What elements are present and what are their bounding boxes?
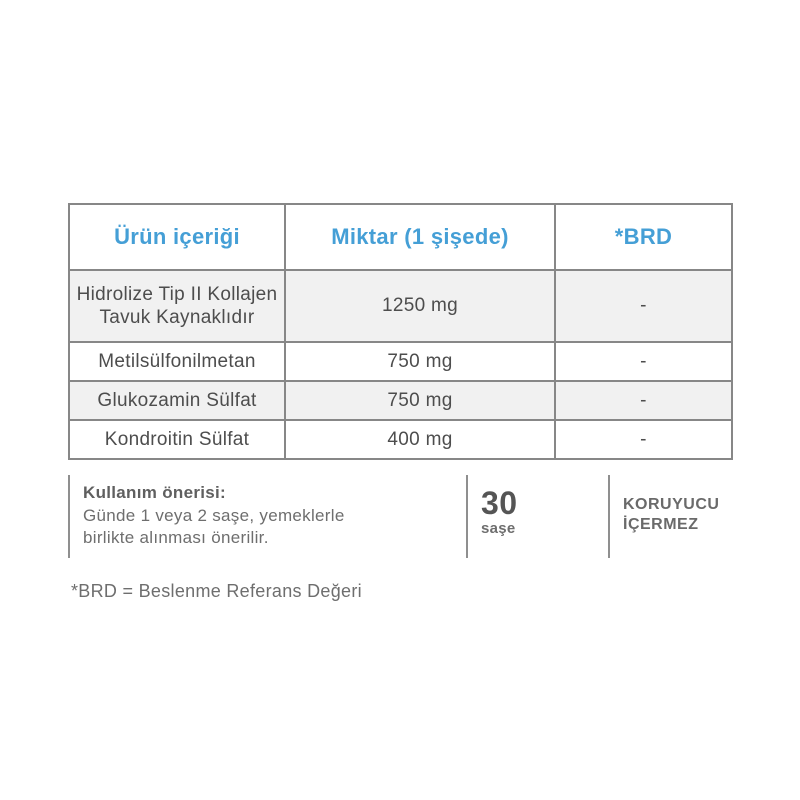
- info-strip: [68, 475, 731, 558]
- claim-line-1: KORUYUCU: [623, 496, 720, 513]
- ingredient-amount: 750 mg: [285, 342, 555, 381]
- pack-size-block: [468, 475, 608, 558]
- ingredient-name: Metilsülfonilmetan: [69, 342, 285, 381]
- ingredient-brd: -: [555, 381, 732, 420]
- ingredient-name: Kondroitin Sülfat: [69, 420, 285, 459]
- usage-text: Günde 1 veya 2 saşe, yemeklerle birlikte alınması önerilir.: [83, 506, 345, 547]
- ingredient-brd: -: [555, 342, 732, 381]
- ingredients-table: [68, 203, 733, 460]
- header-brd: *BRD: [555, 204, 732, 270]
- ingredient-amount: 400 mg: [285, 420, 555, 459]
- pack-count: 30: [481, 485, 518, 521]
- header-amount-per-bottle: Miktar (1 şişede): [285, 204, 555, 270]
- ingredient-brd: -: [555, 270, 732, 342]
- pack-unit: saşe: [481, 520, 516, 537]
- usage-title: Kullanım önerisi:: [83, 483, 227, 502]
- claim-line-2: İÇERMEZ: [623, 516, 699, 533]
- usage-block: [68, 475, 466, 558]
- table-row: [69, 381, 732, 420]
- ingredient-name: Hidrolize Tip II Kollajen Tavuk Kaynaklıdır: [69, 270, 285, 342]
- preservative-claim: [610, 475, 731, 558]
- table-row: [69, 270, 732, 342]
- table-header-row: [69, 204, 732, 270]
- ingredient-amount: 1250 mg: [285, 270, 555, 342]
- table-row: [69, 342, 732, 381]
- header-product-content: Ürün içeriği: [69, 204, 285, 270]
- ingredient-brd: -: [555, 420, 732, 459]
- ingredient-name: Glukozamin Sülfat: [69, 381, 285, 420]
- ingredient-amount: 750 mg: [285, 381, 555, 420]
- table-row: [69, 420, 732, 459]
- brd-footnote: *BRD = Beslenme Referans Değeri: [71, 581, 362, 601]
